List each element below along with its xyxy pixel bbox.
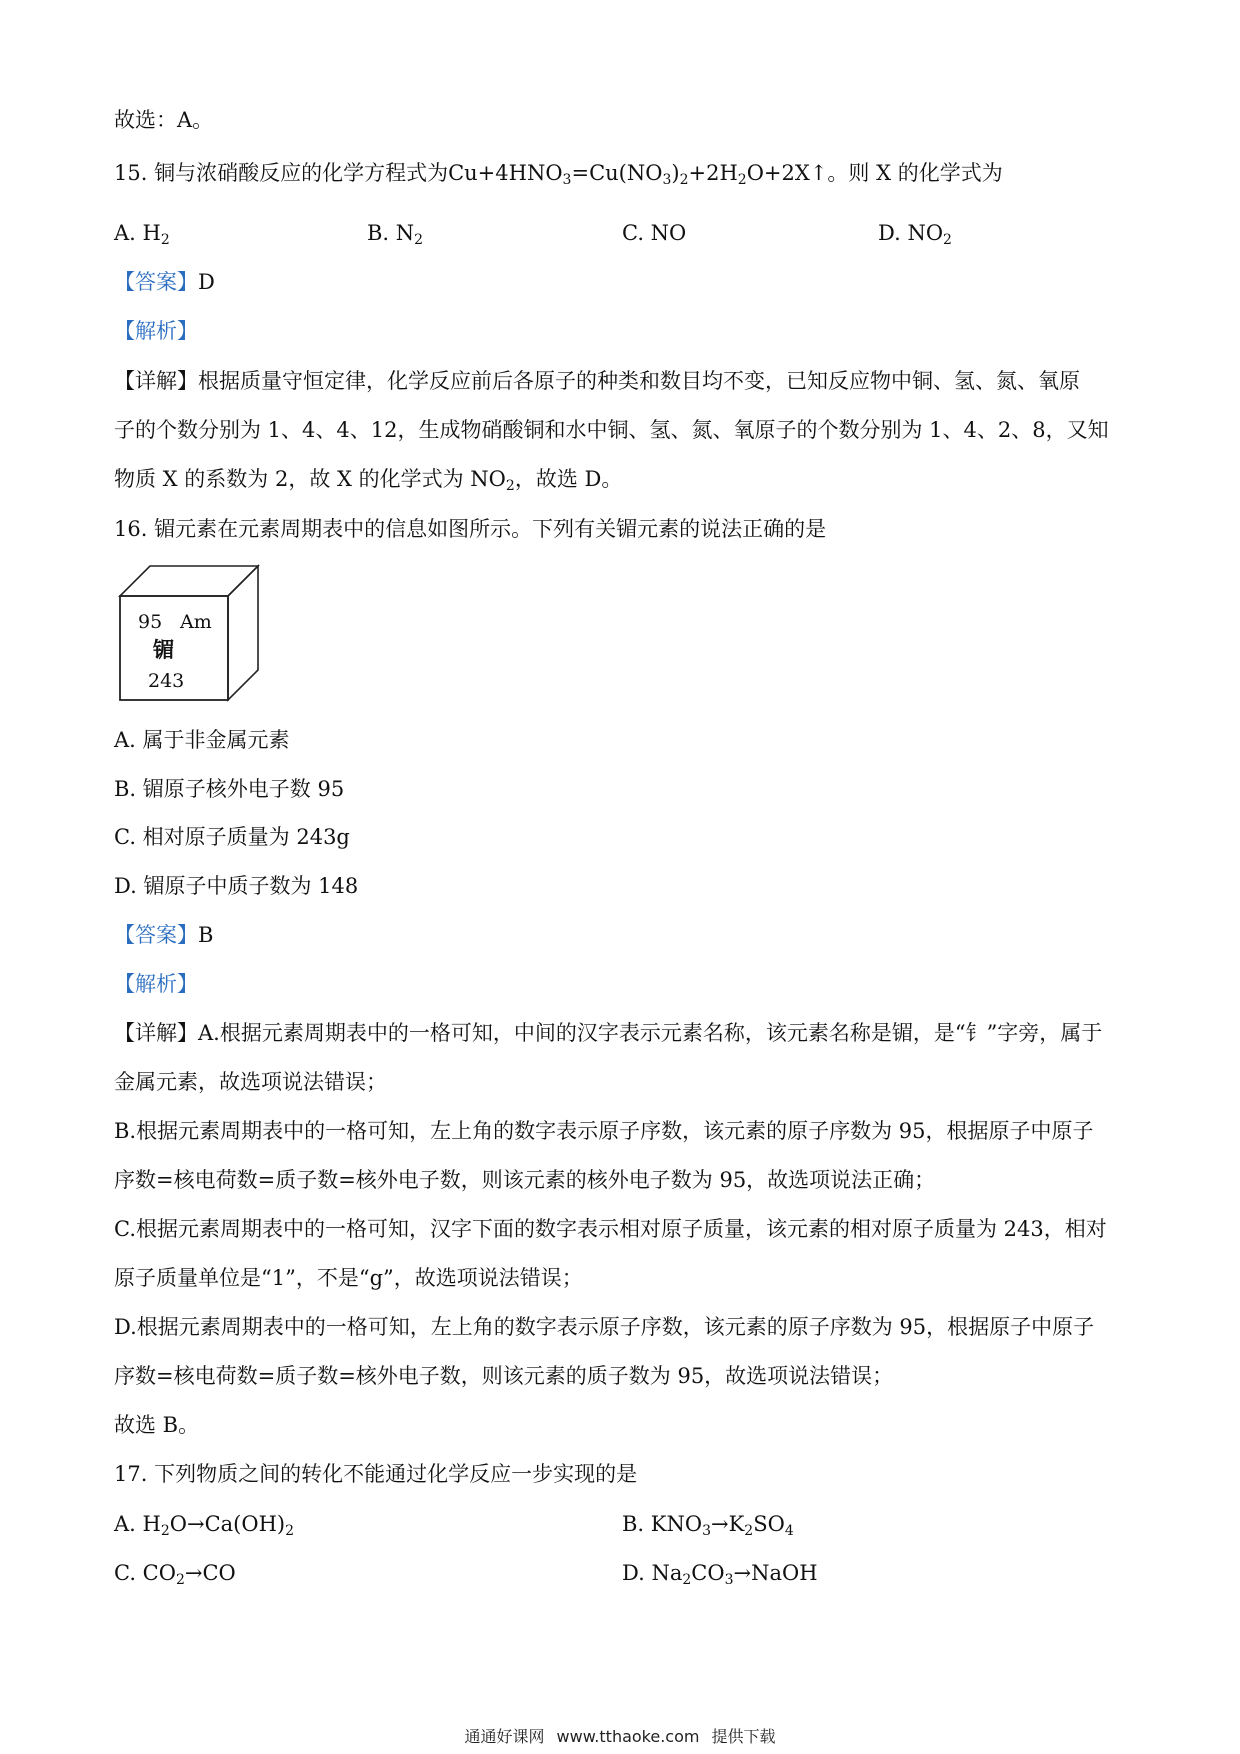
element-tile-figure: [118, 563, 263, 703]
footer-url[interactable]: www.tthaoke.com: [556, 1727, 700, 1746]
q16-detail-a-line-1: 【详解】A.根据元素周期表中的一格可知，中间的汉字表示元素名称，该元素名称是镅，是“钅”字旁，属于: [114, 1021, 1103, 1045]
q16-detail-a-line-2: 金属元素，故选项说法错误；: [114, 1070, 387, 1094]
q16-detail-d-line-2: 序数=核电荷数=质子数=核外电子数，则该元素的质子数为 95，故选项说法错误；: [114, 1364, 894, 1388]
q17-option-b: B. $KNO_3\to K_2SO_4$: [622, 1512, 794, 1539]
q16-conclusion: 故选 B。: [114, 1413, 200, 1437]
q15-option-b: B. $N_2$: [367, 221, 424, 248]
q16-answer: 【答案】B: [114, 923, 214, 947]
q15-stem: [114, 158, 1003, 188]
q16-detail-c-line-1: C.根据元素周期表中的一格可知，汉字下面的数字表示相对原子质量，该元素的相对原子质量为 243，相对: [114, 1217, 1107, 1241]
footer-note: 提供下载: [711, 1727, 776, 1746]
q16-option-b: B. 镅原子核外电子数 95: [114, 777, 345, 801]
q15-equation: $Cu+4HNO_3=Cu(NO_3)_2+2H_2O+2X↑$: [448, 161, 828, 188]
q16-detail-b-line-1: B.根据元素周期表中的一格可知，左上角的数字表示原子序数，该元素的原子序数为 95，根据原子中原子: [114, 1119, 1094, 1143]
q16-detail-b-line-2: 序数=核电荷数=质子数=核外电子数，则该元素的核外电子数为 95，故选项说法正确；: [114, 1168, 936, 1192]
q15-analysis-label: 【解析】: [114, 319, 198, 343]
q15-option-c: C. NO: [622, 221, 687, 245]
q15-stem-suffix: 。则 X 的化学式为: [827, 161, 1003, 185]
q17-stem: 17. 下列物质之间的转化不能通过化学反应一步实现的是: [114, 1462, 638, 1486]
q16-analysis-label: 【解析】: [114, 972, 198, 996]
q16-stem: 16. 镅元素在元素周期表中的信息如图所示。下列有关镅元素的说法正确的是: [114, 517, 827, 541]
tile-top-face: [120, 566, 258, 596]
q16-detail-c-line-2: 原子质量单位是“1”，不是“g”，故选项说法错误；: [114, 1266, 583, 1290]
tile-atomic-mass: 243: [148, 670, 185, 692]
q17-option-c: C. $CO_2\to CO$: [114, 1561, 236, 1588]
footer-site-name: 通通好课网: [464, 1727, 545, 1746]
tile-atomic-number: 95: [138, 611, 163, 633]
q15-option-a: A. $H_2$: [114, 221, 170, 248]
tile-symbol: Am: [180, 611, 212, 633]
q16-option-d: D. 镅原子中质子数为 148: [114, 874, 359, 898]
q16-option-a: A. 属于非金属元素: [114, 728, 290, 752]
q15-detail-line-1: 【详解】根据质量守恒定律，化学反应前后各原子的种类和数目均不变，已知反应物中铜、氢、氮、氧原: [114, 369, 1080, 393]
q15-answer: 【答案】D: [114, 270, 215, 294]
q17-option-a: A. $H_2O\to Ca(OH)_2$: [114, 1512, 295, 1539]
q14-conclusion: 故选：A。: [114, 108, 214, 132]
q15-detail-line-3: 物质 X 的系数为 2，故 X 的化学式为 $NO_2$，故选 D。: [114, 467, 623, 494]
page-footer: [0, 1724, 1240, 1747]
tile-side-face: [228, 566, 258, 700]
q15-option-d: D. $NO_2$: [878, 221, 952, 248]
q16-option-c: C. 相对原子质量为 243g: [114, 825, 350, 849]
tile-name: 镅: [153, 637, 174, 662]
q15-detail-line-2: 子的个数分别为 1、4、4、12，生成物硝酸铜和水中铜、氢、氮、氧原子的个数分别为 1、4、2、8，又知: [114, 418, 1109, 442]
q16-detail-d-line-1: D.根据元素周期表中的一格可知，左上角的数字表示原子序数，该元素的原子序数为 95，根据原子中原子: [114, 1315, 1095, 1339]
q15-stem-prefix: 15. 铜与浓硝酸反应的化学方程式为: [114, 161, 449, 185]
q17-option-d: D. $Na_2CO_3\to NaOH$: [622, 1561, 818, 1588]
